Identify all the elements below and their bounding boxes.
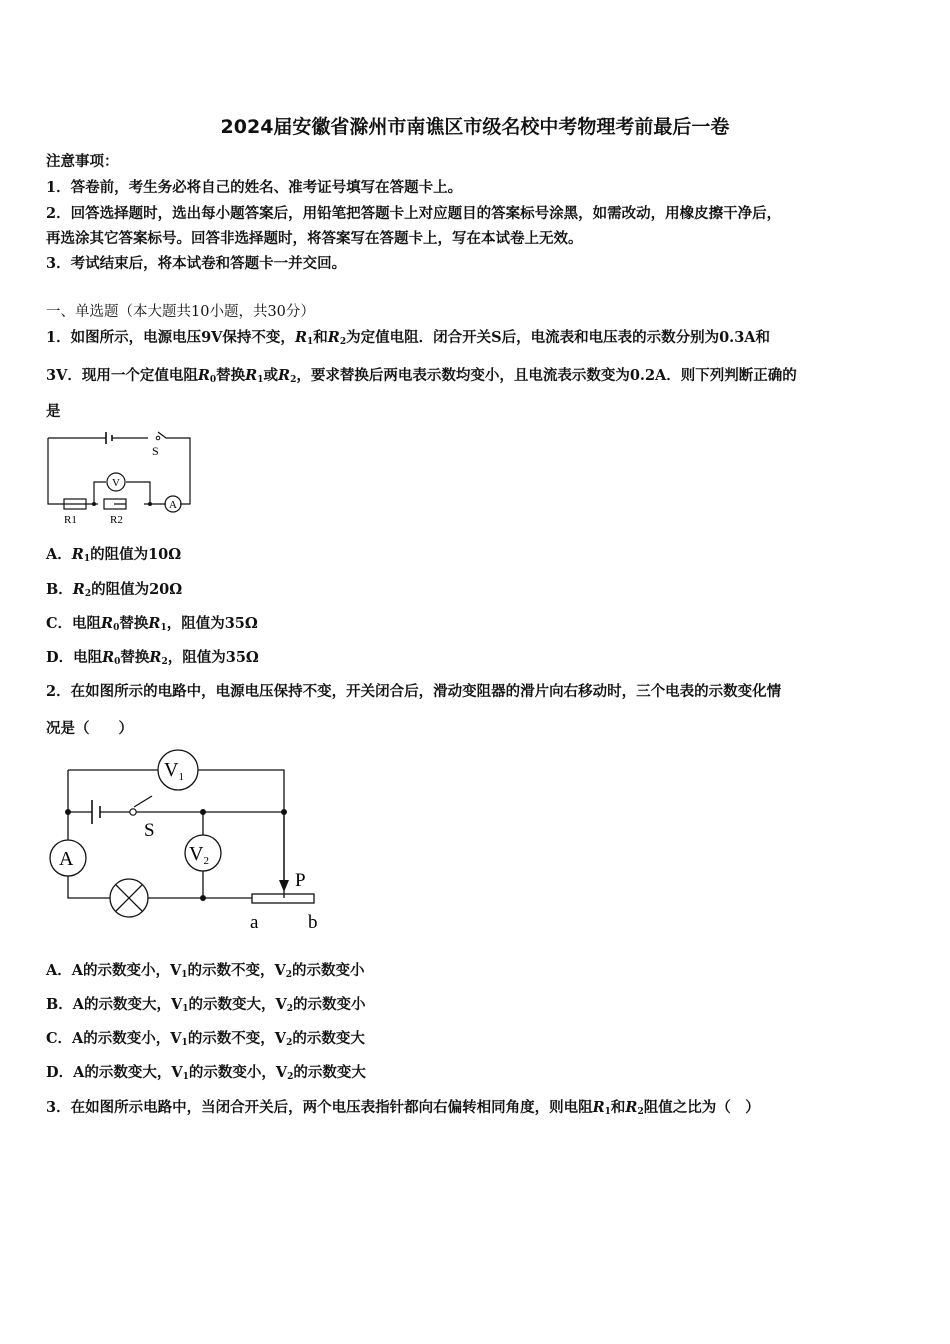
question-3-line-1: 3．在如图所示电路中，当闭合开关后，两个电压表指针都向右偏转相同角度，则电阻$R_1$和$R_2$阻值之比为（ ） <box>46 1099 760 1117</box>
figure-2-end-a-label: a <box>250 912 259 933</box>
question-2-option-c: C．A的示数变小，$V_1$的示数不变，$V_2$的示数变大 <box>46 1030 365 1048</box>
question-1-option-b: B．$R_2$的阻值为20Ω <box>46 581 183 599</box>
question-2-option-d: D．A的示数变大，$V_1$的示数变小，$V_2$的示数变大 <box>46 1064 366 1082</box>
note-item: 3．考试结束后，将本试卷和答题卡一并交回。 <box>46 255 347 272</box>
note-item: 再选涂其它答案标号。回答非选择题时，将答案写在答题卡上，写在本试卷上无效。 <box>46 230 583 247</box>
question-1-option-a: A．$R_1$的阻值为10Ω <box>46 546 182 564</box>
notes-heading: 注意事项： <box>46 153 119 170</box>
section-heading: 一、单选题（本大题共10小题，共30分） <box>46 304 315 320</box>
question-1-circuit-diagram <box>44 428 194 528</box>
question-1-line-1: 1．如图所示，电源电压9V保持不变，$R_1$和$R_2$为定值电阻．闭合开关S后，电流表和电压表的示数分别为0.3A和 <box>46 329 771 347</box>
figure-1-ammeter-label: A <box>169 499 177 511</box>
figure-2-ammeter-label: A <box>59 848 74 870</box>
figure-2-end-b-label: b <box>308 912 318 933</box>
question-1-line-2: 3V．现用一个定值电阻$R_0$替换$R_1$或$R_2$，要求替换后两电表示数均变小，且电流表示数变为0.2A．则下列判断正确的 <box>46 367 797 385</box>
figure-2-slider-label: P <box>295 870 306 891</box>
figure-2-v2-label: $V_2$ <box>189 843 209 867</box>
question-2-circuit-diagram <box>44 748 334 938</box>
question-2-option-b: B．A的示数变大，$V_1$的示数变大，$V_2$的示数变小 <box>46 996 366 1014</box>
note-item: 1．答卷前，考生务必将自己的姓名、准考证号填写在答题卡上。 <box>46 179 463 196</box>
figure-1-r2-label: R2 <box>110 514 123 526</box>
question-2-option-a: A．A的示数变小，$V_1$的示数不变，$V_2$的示数变小 <box>46 962 365 980</box>
question-1-option-c: C．电阻$R_0$替换$R_1$，阻值为35Ω <box>46 615 258 633</box>
question-2-line-2: 况是（ ） <box>46 720 133 737</box>
figure-1-voltmeter-label: V <box>112 477 120 489</box>
question-2-line-1: 2．在如图所示的电路中，电源电压保持不变，开关闭合后，滑动变阻器的滑片向右移动时，三个电表的示数变化情 <box>46 683 782 700</box>
note-item: 2．回答选择题时，选出每小题答案后，用铅笔把答题卡上对应题目的答案标号涂黑，如需改动，用橡皮擦干净后， <box>46 205 782 222</box>
question-1-option-d: D．电阻$R_0$替换$R_2$，阻值为35Ω <box>46 649 259 667</box>
figure-1-r1-label: R1 <box>64 514 77 526</box>
figure-2-v1-label: $V_1$ <box>164 759 184 783</box>
question-1-line-3: 是 <box>46 403 61 420</box>
figure-2-switch-label: S <box>144 820 155 841</box>
page-title: 2024届安徽省滁州市南谯区市级名校中考物理考前最后一卷 <box>220 116 730 138</box>
figure-1-switch-label: S <box>152 444 159 458</box>
